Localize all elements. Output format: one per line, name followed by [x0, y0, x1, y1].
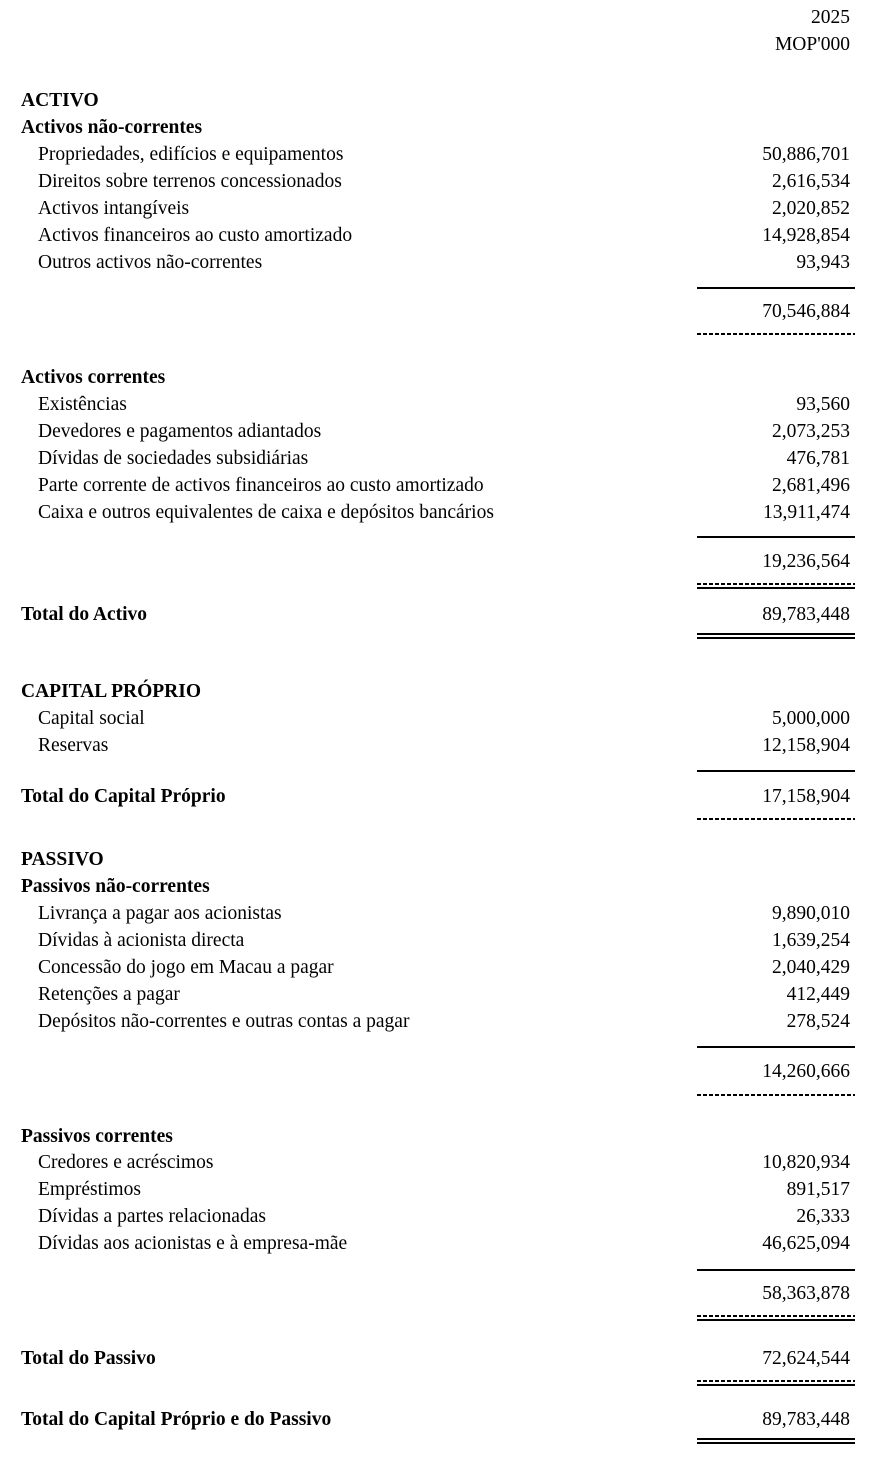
line-item-label: Empréstimos: [38, 1179, 141, 1200]
subtotal-dashed-rule: [697, 818, 855, 820]
line-item-value: 13,911,474: [762, 502, 850, 523]
line-item-value: 1,639,254: [772, 930, 850, 951]
line-item-label: Credores e acréscimos: [38, 1152, 214, 1173]
line-item-label: Dívidas de sociedades subsidiárias: [38, 448, 309, 469]
section-title-passivo: PASSIVO: [21, 849, 104, 870]
line-item-label: Depósitos não-correntes e outras contas a pagar: [38, 1011, 410, 1032]
section-title-activo: ACTIVO: [21, 90, 99, 111]
line-item-value: 26,333: [796, 1206, 850, 1227]
subtotal-value-passivos-nao-correntes: 14,260,666: [762, 1061, 850, 1082]
line-item-label: Parte corrente de activos financeiros ao custo amortizado: [38, 475, 484, 496]
subtotal-dashed-rule: [697, 1094, 855, 1096]
section-title-capital-proprio: CAPITAL PRÓPRIO: [21, 681, 202, 702]
subtotal-rule: [697, 1269, 855, 1271]
subtotal-rule: [697, 1046, 855, 1048]
line-item-label: Reservas: [38, 735, 109, 756]
line-item-value: 14,928,854: [762, 225, 850, 246]
total-value-passivo: 72,624,544: [762, 1348, 850, 1369]
line-item-value: 891,517: [786, 1179, 850, 1200]
total-label-activo: Total do Activo: [21, 604, 148, 625]
subtotal-dashed-double-rule: [697, 583, 855, 590]
line-item-label: Direitos sobre terrenos concessionados: [38, 171, 342, 192]
line-item-label: Devedores e pagamentos adiantados: [38, 421, 322, 442]
line-item-value: 10,820,934: [762, 1152, 850, 1173]
line-item-value: 2,681,496: [772, 475, 850, 496]
line-item-value: 93,560: [796, 394, 850, 415]
line-item-value: 50,886,701: [762, 144, 850, 165]
line-item-value: 46,625,094: [762, 1233, 850, 1254]
subtotal-dashed-rule: [697, 333, 855, 335]
line-item-label: Activos intangíveis: [38, 198, 190, 219]
line-item-label: Outros activos não-correntes: [38, 252, 263, 273]
line-item-value: 2,616,534: [772, 171, 850, 192]
total-value-activo: 89,783,448: [762, 604, 850, 625]
subtotal-rule: [697, 536, 855, 538]
line-item-value: 9,890,010: [772, 903, 850, 924]
currency-unit-header: MOP'000: [774, 34, 850, 55]
line-item-label: Retenções a pagar: [38, 984, 180, 1005]
grand-total-value: 89,783,448: [762, 1409, 850, 1430]
grand-total-label: Total do Capital Próprio e do Passivo: [21, 1409, 332, 1430]
line-item-label: Caixa e outros equivalentes de caixa e depósitos bancários: [38, 502, 494, 523]
line-item-value: 412,449: [786, 984, 850, 1005]
line-item-label: Activos financeiros ao custo amortizado: [38, 225, 353, 246]
total-label-capital-proprio: Total do Capital Próprio: [21, 786, 226, 807]
subtotal-dashed-double-rule: [697, 1315, 855, 1322]
line-item-label: Livrança a pagar aos acionistas: [38, 903, 282, 924]
total-label-passivo: Total do Passivo: [21, 1348, 156, 1369]
subsection-title-passivos-correntes: Passivos correntes: [21, 1126, 173, 1147]
line-item-label: Dívidas a partes relacionadas: [38, 1206, 266, 1227]
subtotal-value-activos-correntes: 19,236,564: [762, 551, 850, 572]
subtotal-rule: [697, 287, 855, 289]
subsection-title-activos-nao-correntes: Activos não-correntes: [21, 117, 203, 138]
line-item-label: Concessão do jogo em Macau a pagar: [38, 957, 334, 978]
total-value-capital-proprio: 17,158,904: [762, 786, 850, 807]
total-dashed-double-rule: [697, 1380, 855, 1387]
line-item-value: 5,000,000: [772, 708, 850, 729]
total-double-rule: [697, 633, 855, 639]
subsection-title-activos-correntes: Activos correntes: [21, 367, 166, 388]
line-item-value: 2,073,253: [772, 421, 850, 442]
line-item-value: 12,158,904: [762, 735, 850, 756]
line-item-label: Capital social: [38, 708, 145, 729]
line-item-label: Propriedades, edifícios e equipamentos: [38, 144, 344, 165]
grand-total-double-rule: [697, 1438, 855, 1444]
subtotal-value-activos-nao-correntes: 70,546,884: [762, 301, 850, 322]
line-item-label: Dívidas à acionista directa: [38, 930, 245, 951]
subsection-title-passivos-nao-correntes: Passivos não-correntes: [21, 876, 210, 897]
line-item-value: 2,020,852: [772, 198, 850, 219]
line-item-value: 278,524: [786, 1011, 850, 1032]
line-item-value: 2,040,429: [772, 957, 850, 978]
line-item-value: 93,943: [796, 252, 850, 273]
line-item-label: Dívidas aos acionistas e à empresa-mãe: [38, 1233, 348, 1254]
line-item-label: Existências: [38, 394, 127, 415]
subtotal-rule: [697, 770, 855, 772]
subtotal-value-passivos-correntes: 58,363,878: [762, 1283, 850, 1304]
year-header: 2025: [811, 7, 850, 28]
line-item-value: 476,781: [786, 448, 850, 469]
